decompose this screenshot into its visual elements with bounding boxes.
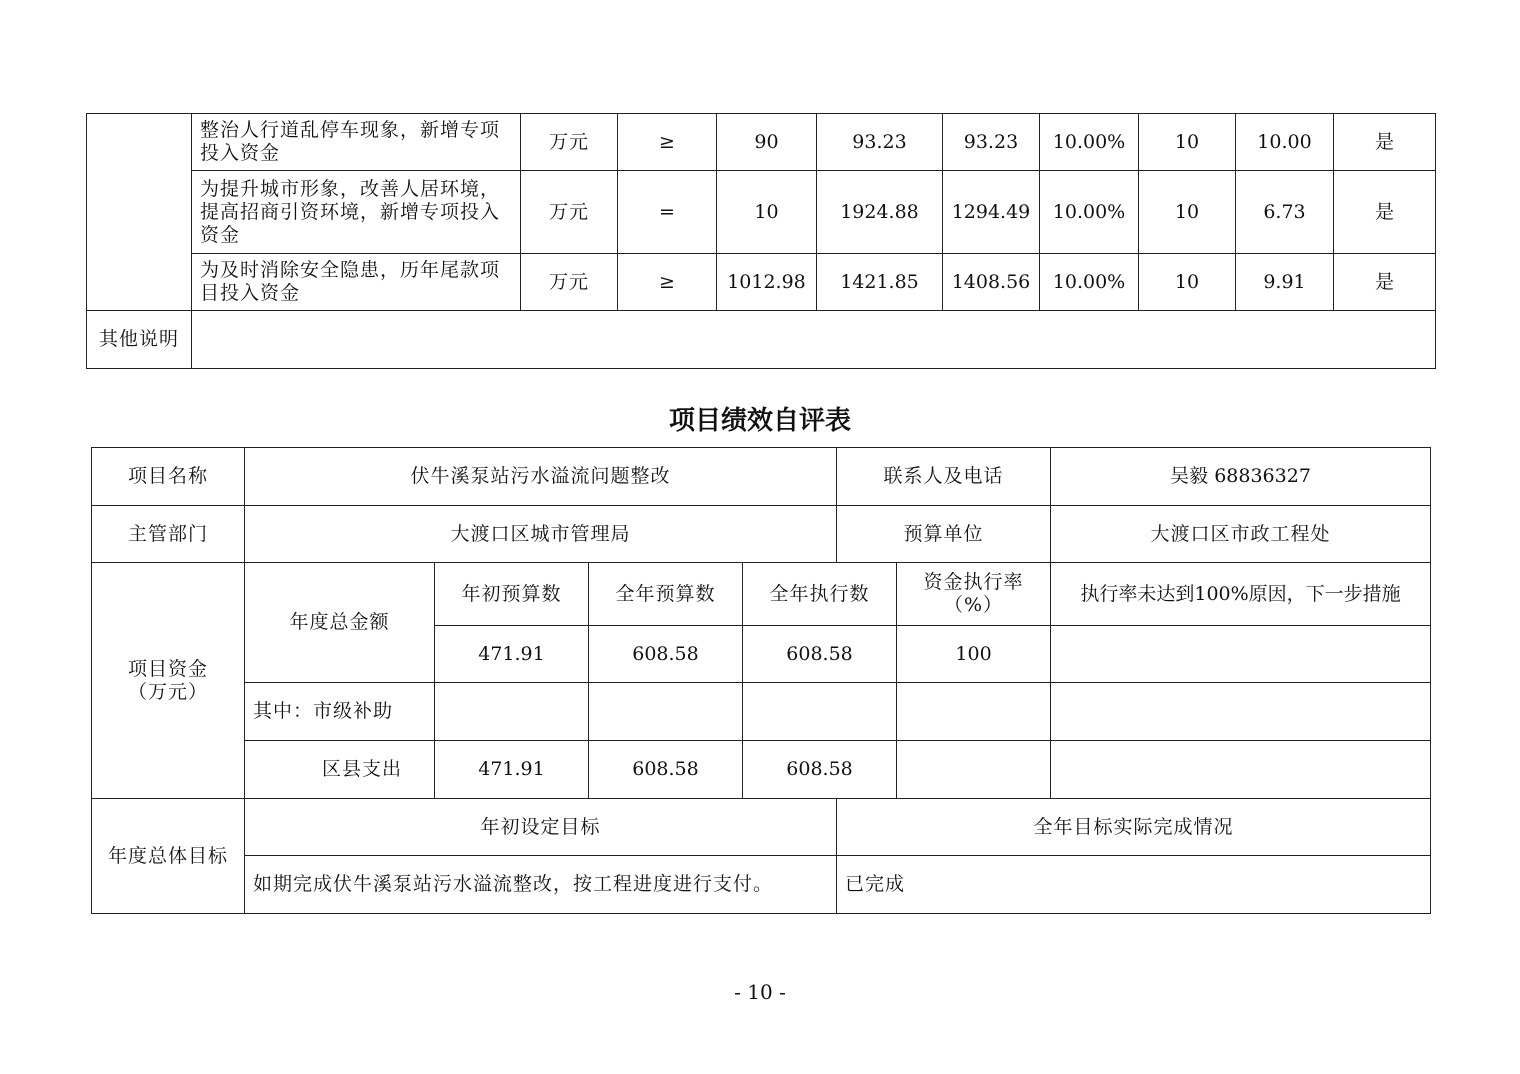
- city-initial-budget: [435, 683, 589, 741]
- total-reason: [1051, 626, 1431, 683]
- execution-rate-text: 资金执行率（%）: [923, 571, 1024, 616]
- table-row: [92, 799, 1431, 856]
- total-initial-budget: 471.91: [435, 626, 589, 683]
- annual-goal-label: 年度总体目标: [92, 799, 245, 914]
- indicator-name: 整治人行道乱停车现象，新增专项投入资金: [192, 114, 521, 171]
- unit-cell: 万元: [521, 254, 618, 311]
- budget-unit-label: 预算单位: [837, 506, 1051, 563]
- total-execution-rate: 100: [897, 626, 1051, 683]
- table-row: [92, 856, 1431, 914]
- funds-label-text: 项目资金（万元）: [127, 657, 208, 703]
- district-execution-rate: [897, 741, 1051, 799]
- table-row: [92, 683, 1431, 741]
- city-reason: [1051, 683, 1431, 741]
- unit-cell: 万元: [521, 171, 618, 254]
- plan-cell: 1421.85: [817, 254, 943, 311]
- funds-label: [92, 563, 245, 799]
- operator-cell: ≥: [618, 254, 717, 311]
- district-annual-execution: 608.58: [743, 741, 897, 799]
- full-score-cell: 10: [1139, 171, 1236, 254]
- blank-category-cell: [87, 114, 192, 311]
- self-evaluation-table: [91, 447, 1431, 914]
- district-expense-label: 区县支出: [245, 741, 435, 799]
- operator-cell: ≥: [618, 114, 717, 171]
- score-cell: 10.00: [1236, 114, 1334, 171]
- total-annual-budget: 608.58: [589, 626, 743, 683]
- header-annual-budget: 全年预算数: [589, 563, 743, 626]
- header-initial-budget: 年初预算数: [435, 563, 589, 626]
- actual-completion-header: 全年目标实际完成情况: [837, 799, 1431, 856]
- weight-cell: 10.00%: [1040, 254, 1139, 311]
- table-row: [87, 171, 1436, 254]
- indicator-name: 为及时消除安全隐患，历年尾款项目投入资金: [192, 254, 521, 311]
- initial-goal-value: 如期完成伏牛溪泵站污水溢流整改，按工程进度进行支付。: [245, 856, 837, 914]
- plan-cell: 1924.88: [817, 171, 943, 254]
- done-cell: 是: [1334, 254, 1436, 311]
- plan-cell: 93.23: [817, 114, 943, 171]
- actual-completion-value: 已完成: [837, 856, 1431, 914]
- full-score-cell: 10: [1139, 254, 1236, 311]
- page-number: - 10 -: [734, 980, 786, 1004]
- header-execution-rate: [897, 563, 1051, 626]
- header-reason: 执行率未达到100%原因，下一步措施: [1051, 563, 1431, 626]
- city-execution-rate: [897, 683, 1051, 741]
- contact-label: 联系人及电话: [837, 448, 1051, 506]
- header-annual-execution: 全年执行数: [743, 563, 897, 626]
- operator-cell: =: [618, 171, 717, 254]
- district-annual-budget: 608.58: [589, 741, 743, 799]
- district-reason: [1051, 741, 1431, 799]
- target-cell: 10: [717, 171, 817, 254]
- total-annual-execution: 608.58: [743, 626, 897, 683]
- city-subsidy-label: 其中：市级补助: [245, 683, 435, 741]
- actual-cell: 93.23: [943, 114, 1040, 171]
- score-cell: 6.73: [1236, 171, 1334, 254]
- city-annual-budget: [589, 683, 743, 741]
- total-amount-label: 年度总金额: [245, 563, 435, 683]
- target-cell: 90: [717, 114, 817, 171]
- indicator-table: [86, 113, 1436, 369]
- weight-cell: 10.00%: [1040, 171, 1139, 254]
- table-row: [87, 311, 1436, 369]
- table-row: [92, 741, 1431, 799]
- page-title: 项目绩效自评表: [668, 406, 851, 436]
- dept-value: 大渡口区城市管理局: [245, 506, 837, 563]
- table-row: [87, 114, 1436, 171]
- table-row: [92, 506, 1431, 563]
- table-row: [87, 254, 1436, 311]
- other-notes-label: 其他说明: [87, 311, 192, 369]
- unit-cell: 万元: [521, 114, 618, 171]
- actual-cell: 1294.49: [943, 171, 1040, 254]
- score-cell: 9.91: [1236, 254, 1334, 311]
- full-score-cell: 10: [1139, 114, 1236, 171]
- project-name-label: 项目名称: [92, 448, 245, 506]
- weight-cell: 10.00%: [1040, 114, 1139, 171]
- city-annual-execution: [743, 683, 897, 741]
- table-row: [92, 563, 1431, 626]
- indicator-name: 为提升城市形象，改善人居环境，提高招商引资环境，新增专项投入资金: [192, 171, 521, 254]
- table-row: [92, 448, 1431, 506]
- other-notes-value: [192, 311, 1436, 369]
- initial-goal-header: 年初设定目标: [245, 799, 837, 856]
- project-name-value: 伏牛溪泵站污水溢流问题整改: [245, 448, 837, 506]
- contact-value: 吴毅 68836327: [1051, 448, 1431, 506]
- done-cell: 是: [1334, 114, 1436, 171]
- done-cell: 是: [1334, 171, 1436, 254]
- target-cell: 1012.98: [717, 254, 817, 311]
- district-initial-budget: 471.91: [435, 741, 589, 799]
- dept-label: 主管部门: [92, 506, 245, 563]
- actual-cell: 1408.56: [943, 254, 1040, 311]
- budget-unit-value: 大渡口区市政工程处: [1051, 506, 1431, 563]
